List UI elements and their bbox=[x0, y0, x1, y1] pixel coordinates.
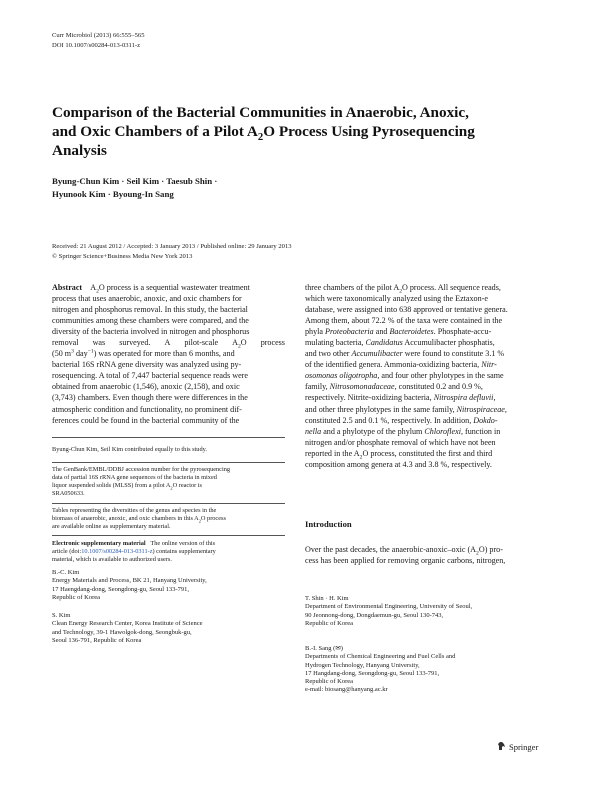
contribution-note: Byung-Chun Kim, Seil Kim contributed equally to this study. bbox=[52, 446, 207, 453]
footnote-rule bbox=[52, 535, 285, 536]
affiliation-shin-kim: T. Shin · H. Kim Department of Environmental Engineering, University of Seoul, 90 Jeonnong-dong, Dongdaemun-gu, Seoul 130-743, Republic of Korea bbox=[305, 595, 473, 627]
springer-logo bbox=[497, 738, 538, 756]
affiliation-sang: B.-I. Sang (✉) Departments of Chemical Engineering and Fuel Cells and Hydrogen Technology, Hanyang University, 17 Hangdang-dong, Seongdong-gu, Seoul 133-791, Republic of Korea e-mail: biosang@hanyang.ac.kr bbox=[305, 645, 456, 694]
publisher-name: Springer bbox=[509, 742, 539, 752]
tables-note: Tables representing the diversities of the genus and species in the biomass of anaerobic, anoxic, and oxic chambers in this $A_2O$ process are available online as supplementary material. bbox=[52, 507, 226, 530]
abstract-continued: three chambers of the pilot $A_2O$ process. All sequence reads, which were taxonomically analyzed using the Eztaxon-e database, were assigned into 638 approved or tentative genera. Among them, about 72.2 % of the taxa were contained in the phyla Proteobacteria and Bacteroidetes. Phosphate-accu- mulating bacteria, Candidatus Accumulibacter phosphatis, and two other Accumulibacter were found to constitute 3.1 % of the identified genera. Ammonia-oxidizing bacteria, Nitr- osomonas oligotropha, and four other phylotypes in the same family, Nitrosomonadaceae, constituted 0.2 and 0.9 %, respectively. Nitrite-oxidizing bacteria, Nitrospira defluvii, and other three phylotypes in the same family, Nitrospiraceae, constituted 2.5 and 0.1 %, respectively. In addition, Dokdo- nella and a phylotype of the phylum Chloroflexi, function in nitrogen and/or phosphate removal of which have not been reported in the $A_2O$ process, constituted the first and third composition among genera at 4.3 and 3.8 %, respectively. bbox=[305, 283, 508, 469]
introduction-text: Over the past decades, the anaerobic-anoxic–oxic $(A_2O)$ pro- cess has been applied for removing organic carbons, nitrogen, bbox=[305, 545, 506, 566]
copyright-line: © Springer Science+Business Media New York 2013 bbox=[52, 253, 193, 260]
abstract: Abstract $A_2O$ process is a sequential wastewater treatment process that uses anaerobic, anoxic, and oxic chambers for nitrogen and phosphorus removal. In this study, the bacterial communities among these chambers were compared, and the diversity of the bacteria involved in nitrogen and phosphorus removal was surveyed. A pilot-scale $A_2O$ process (50 $m^3$ day$^{-1}$) was operated for more than 6 months, and bacterial 16S rRNA gene diversity was analyzed using py- rosequencing. A total of 7,447 bacterial sequence reads were obtained from anaerobic (1,546), anoxic (2,158), and oxic (3,743) chambers. Even though there were differences in the atmospheric condition and functionality, no prominent dif- ferences could be found in the bacterial community of the bbox=[52, 283, 285, 425]
abstract-heading: Abstract bbox=[52, 283, 83, 292]
affiliation-bc-kim: B.-C. Kim Energy Materials and Process, BK 21, Hanyang University, 17 Haengdang-dong, Seongdong-gu, Seoul 133-791, Republic of Korea bbox=[52, 569, 207, 601]
genbank-note: The GenBank/EMBL/DDBJ accession number for the pyrosequencing data of partial 16S rRNA gene sequences of the bacteria in mixed liquor suspended solids (MLSS) from a pilot $A_2O$ reactor is SRA050633. bbox=[52, 466, 231, 497]
footnote-rule bbox=[52, 437, 285, 438]
doi: DOI 10.1007/s00284-013-0311-z bbox=[52, 42, 141, 49]
article-title: Comparison of the Bacterial Communities in Anaerobic, Anoxic, and Oxic Chambers of a Pilot $A_2O$ Process Using Pyrosequencing Analysis bbox=[52, 104, 475, 159]
doi-link[interactable]: 10.1007/s00284-013-0311-z bbox=[81, 548, 153, 555]
springer-horse-icon bbox=[497, 738, 506, 756]
footnote-rule bbox=[52, 503, 285, 504]
esm-note: Electronic supplementary material The online version of this article (doi:10.1007/s00284-013-0311-z) contains supplementary material, which is available to authorized users. bbox=[52, 540, 216, 563]
affiliation-s-kim: S. Kim Clean Energy Research Center, Korea Institute of Science and Technology, 39-1 Hawolgok-dong, Seongbuk-gu, Seoul 136-791, Republic of Korea bbox=[52, 612, 203, 644]
dates-line: Received: 21 August 2012 / Accepted: 3 January 2013 / Published online: 29 January 2013 bbox=[52, 243, 292, 250]
journal-citation: Curr Microbiol (2013) 66:555–565 bbox=[52, 32, 145, 39]
footnote-rule bbox=[52, 462, 285, 463]
section-heading-introduction: Introduction bbox=[305, 519, 352, 529]
author-list: Byung-Chun Kim · Seil Kim · Taesub Shin · Hyunook Kim · Byoung-In Sang bbox=[52, 176, 218, 199]
